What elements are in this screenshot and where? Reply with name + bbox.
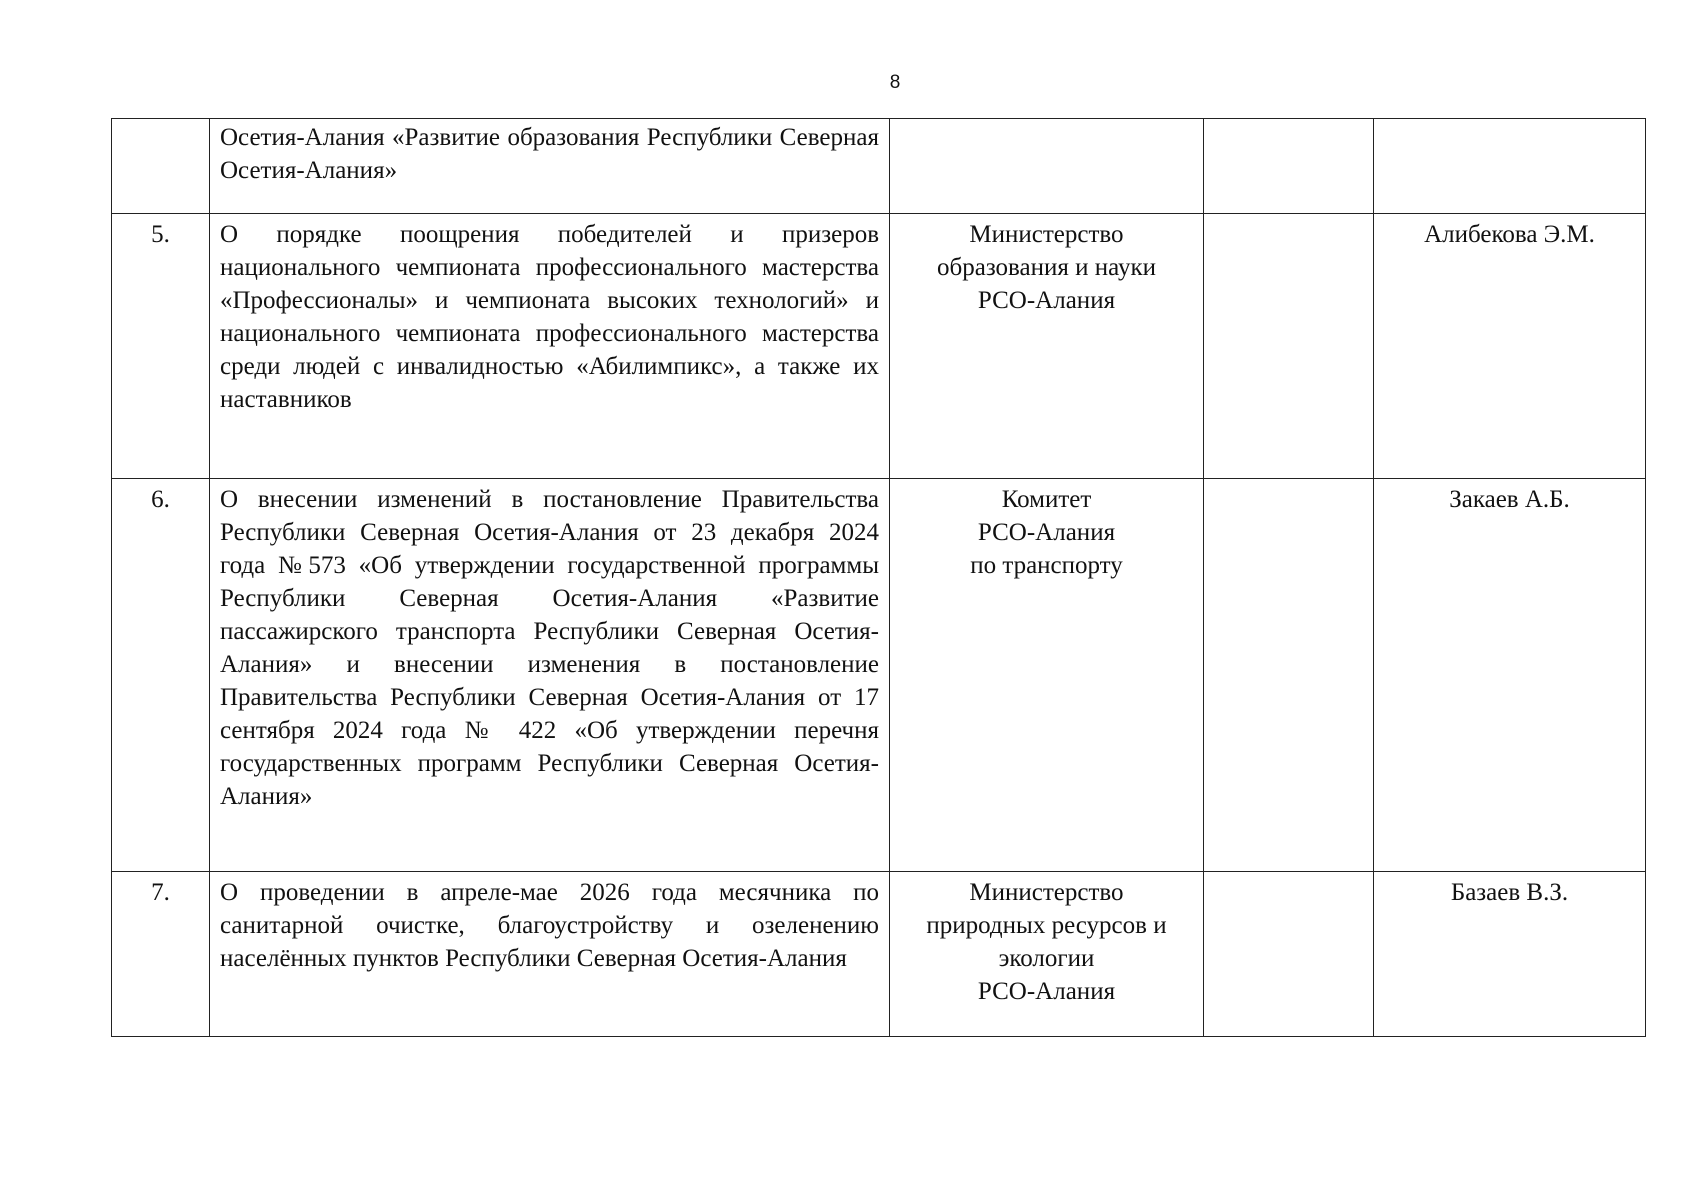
row-responsible-body <box>890 119 1204 214</box>
row-responsible-body: Министерство образования и науки РСО-Алания <box>890 214 1204 479</box>
table-row <box>112 214 1646 479</box>
row-topic: Осетия-Алания «Развитие образования Республики Северная Осетия-Алания» <box>210 119 890 214</box>
row-date <box>1204 119 1374 214</box>
row-responsible-person <box>1374 119 1646 214</box>
page-number: 8 <box>889 72 901 93</box>
row-number <box>112 119 210 214</box>
row-responsible-person: Алибекова Э.М. <box>1374 214 1646 479</box>
row-number: 5. <box>112 214 210 479</box>
row-responsible-person: Базаев В.З. <box>1374 872 1646 1037</box>
row-number: 7. <box>112 872 210 1037</box>
row-date <box>1204 479 1374 872</box>
row-topic: О проведении в апреле-мае 2026 года месячника по санитарной очистке, благоустройству и озеленению населённых пунктов Республики Северная Осетия-Алания <box>210 872 890 1037</box>
row-date <box>1204 872 1374 1037</box>
row-topic: О внесении изменений в постановление Правительства Республики Северная Осетия-Алания от 23 декабря 2024 года №573 «Об утверждении государственной программы Республики Северная Осетия-Алания «Развитие пассажирского транспорта Республики Северная Осетия-Алания» и внесении изменения в постановление Правительства Республики Северная Осетия-Алания от 17 сентября 2024 года № 422 «Об утверждении перечня государственных программ Республики Северная Осетия-Алания» <box>210 479 890 872</box>
row-responsible-body: Министерство природных ресурсов и экологии РСО-Алания <box>890 872 1204 1037</box>
row-responsible-body: Комитет РСО-Алания по транспорту <box>890 479 1204 872</box>
row-date <box>1204 214 1374 479</box>
agenda-table <box>111 118 1646 1037</box>
table-row <box>112 872 1646 1037</box>
row-topic: О порядке поощрения победителей и призеров национального чемпионата профессионального мастерства «Профессионалы» и чемпионата высоких технологий» и национального чемпионата профессионального мастерства среди людей с инвалидностью «Абилимпикс», а также их наставников <box>210 214 890 479</box>
row-number: 6. <box>112 479 210 872</box>
table-row <box>112 119 1646 214</box>
row-responsible-person: Закаев А.Б. <box>1374 479 1646 872</box>
table-row <box>112 479 1646 872</box>
